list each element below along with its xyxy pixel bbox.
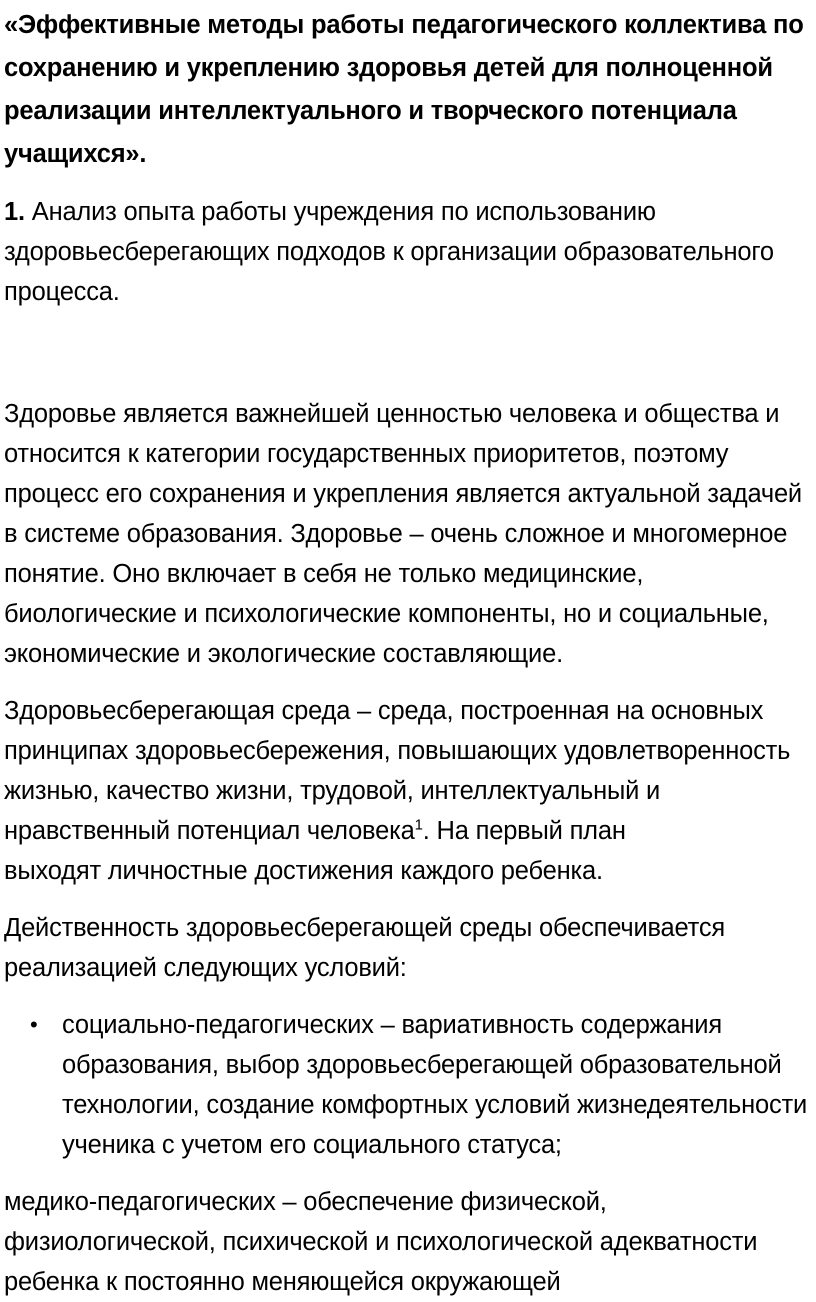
paragraph-health-value: Здоровье является важнейшей ценностью человека и общества и относится к категории государственных приоритетов, поэтому процесс его сохранения и укрепления является актуальной задачей в системе образования. Здоровье – очень сложное и многомерное понятие. Оно включает в себя не только медицинские, биологические и психологические компоненты, но и социальные, экономические и экологические составляющие. xyxy=(4,400,802,668)
paragraph-health-environment-end: выходят личностные достижения каждого ребенка. xyxy=(4,857,603,885)
list-item-text: социально-педагогических – вариативность содержания образования, выбор здоровьесберегающей образовательной технологии, создание комфортных условий жизнедеятельности ученика с учетом его социального статуса; xyxy=(62,1011,808,1159)
section-heading-text: Анализ опыта работы учреждения по использованию здоровьесберегающих подходов к организации образовательного процесса. xyxy=(4,198,774,306)
list-item xyxy=(4,1005,814,1165)
bullet-icon: • xyxy=(30,1012,38,1037)
paragraph-health-environment xyxy=(4,691,814,891)
paragraph-conditions-intro: Действенность здоровьесберегающей среды обеспечивается реализацией следующих условий: xyxy=(4,914,726,982)
document-title: «Эффективные методы работы педагогического коллектива по сохранению и укреплению здоровья детей для полноценной реализации интеллектуального и творческого потенциала учащихся». xyxy=(4,11,804,168)
section-heading xyxy=(4,192,814,312)
conditions-list xyxy=(4,1005,814,1165)
paragraph-health-environment-continuation: . На первый план xyxy=(422,817,626,845)
paragraph-medical-pedagogical: медико-педагогических – обеспечение физической, физиологической, психической и психологической адекватности ребенка к постоянно меняющейся окружающей xyxy=(4,1188,758,1296)
footnote-reference[interactable]: 1 xyxy=(414,816,423,834)
document-page xyxy=(4,0,814,1302)
section-number: 1. xyxy=(4,198,25,226)
paragraph-health-environment-text: Здоровьесберегающая среда – среда, построенная на основных принципах здоровьесбережения, повышающих удовлетворенность жизнью, качество жизни, трудовой, интеллектуальный и нравственный потенциал человека xyxy=(4,697,791,845)
